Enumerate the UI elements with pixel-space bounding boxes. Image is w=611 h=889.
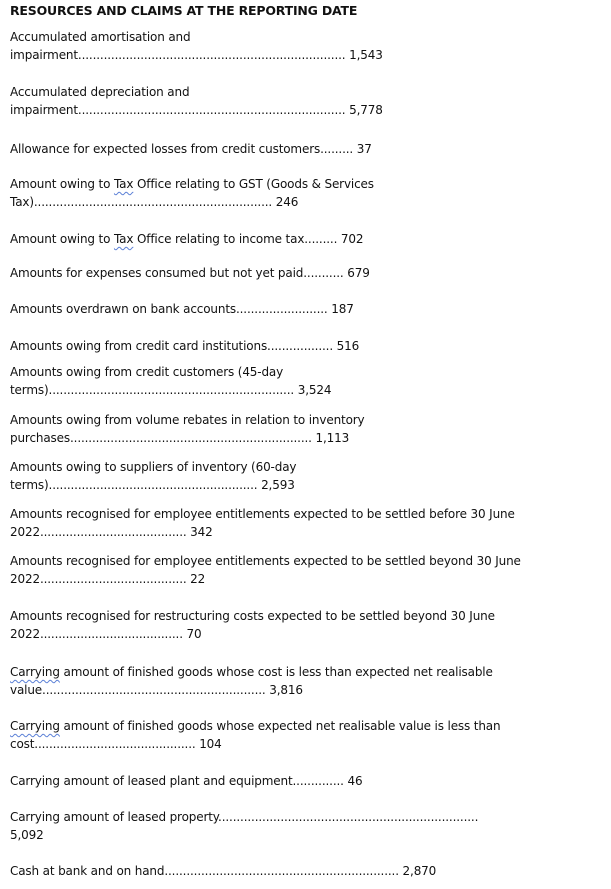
entry-line-1: Allowance for expected losses from credit customers......... 37 (10, 142, 372, 156)
entry-finished-goods-cost-lower (10, 663, 493, 699)
entry-accumulated-amortisation (10, 28, 383, 64)
entry-line-2: impairment......................................................................... 5,778 (10, 103, 383, 117)
entry-finished-goods-nrv-lower (10, 717, 500, 753)
entry-line-1: Amounts overdrawn on bank accounts......................... 187 (10, 302, 354, 316)
entry-line-1: Amounts owing from credit card institutions.................. 516 (10, 339, 360, 353)
entry-allowance-expected-losses (10, 140, 372, 158)
entry-line-1: Amounts owing from volume rebates in relation to inventory (10, 413, 365, 427)
entry-line-1: Amounts owing to suppliers of inventory (60-day (10, 460, 297, 474)
entry-line-1: amount of finished goods whose expected net realisable value is less than (59, 719, 501, 733)
entry-line-2: 5,092 (10, 828, 44, 842)
entry-line-2: 2022....................................... 70 (10, 627, 202, 641)
entry-line-1: Amounts recognised for restructuring costs expected to be settled beyond 30 June (10, 609, 495, 623)
entry-line-1: Amounts recognised for employee entitlements expected to be settled before 30 June (10, 507, 515, 521)
entry-line-2: impairment......................................................................... 1,543 (10, 48, 383, 62)
spellcheck-word: Tax (113, 232, 134, 246)
entry-credit-card-institutions (10, 337, 359, 355)
entry-line-1: Amounts recognised for employee entitlements expected to be settled beyond 30 June (10, 554, 521, 568)
entry-accumulated-depreciation (10, 83, 383, 119)
entry-credit-customers (10, 363, 331, 399)
entry-line-2: value............................................................. 3,816 (10, 683, 303, 697)
entry-line-2: purchases.................................................................. 1,113 (10, 431, 350, 445)
entry-line-2: 2022........................................ 342 (10, 525, 213, 539)
entry-cash-at-bank (10, 862, 436, 880)
entry-suppliers-inventory (10, 458, 296, 494)
entry-leased-plant (10, 772, 362, 790)
entry-leased-property (10, 808, 478, 844)
entry-line-2: terms)................................................................... 3,524 (10, 383, 332, 397)
entry-employee-before (10, 505, 515, 541)
entry-line-1: Carrying amount of leased property....................................................................... (10, 810, 479, 824)
entry-income-tax-owing (10, 230, 363, 248)
entry-line-1: Cash at bank and on hand................................................................ 2,870 (10, 864, 437, 878)
spellcheck-word: Carrying (10, 665, 60, 679)
entry-employee-beyond (10, 552, 521, 588)
entry-line-2: cost............................................ 104 (10, 737, 222, 751)
entry-line-1: Amounts for expenses consumed but not yet paid........... 679 (10, 266, 370, 280)
entry-line-2: 2022........................................ 22 (10, 572, 206, 586)
entry-prefix: Amount owing to (10, 232, 114, 246)
entry-line-1: Office relating to income tax......... 702 (133, 232, 364, 246)
spellcheck-word: Carrying (10, 719, 60, 733)
spellcheck-word: Tax (113, 177, 134, 191)
entry-gst-owing (10, 175, 374, 211)
entry-line-1: Carrying amount of leased plant and equipment.............. 46 (10, 774, 363, 788)
entry-expenses-not-paid (10, 264, 370, 282)
entry-line-1: Office relating to GST (Goods & Services (133, 177, 374, 191)
entry-line-1: Accumulated depreciation and (10, 85, 190, 99)
entry-line-1: amount of finished goods whose cost is less than expected net realisable (59, 665, 493, 679)
entry-restructuring (10, 607, 495, 643)
entry-prefix: Amount owing to (10, 177, 114, 191)
entry-line-1: Amounts owing from credit customers (45-day (10, 365, 284, 379)
entry-bank-overdrawn (10, 300, 354, 318)
entry-line-2: terms)......................................................... 2,593 (10, 478, 295, 492)
entry-line-1: Accumulated amortisation and (10, 30, 191, 44)
entry-volume-rebates (10, 411, 365, 447)
section-title: RESOURCES AND CLAIMS AT THE REPORTING DATE (10, 3, 358, 18)
entry-line-2: Tax)................................................................. 246 (10, 195, 299, 209)
